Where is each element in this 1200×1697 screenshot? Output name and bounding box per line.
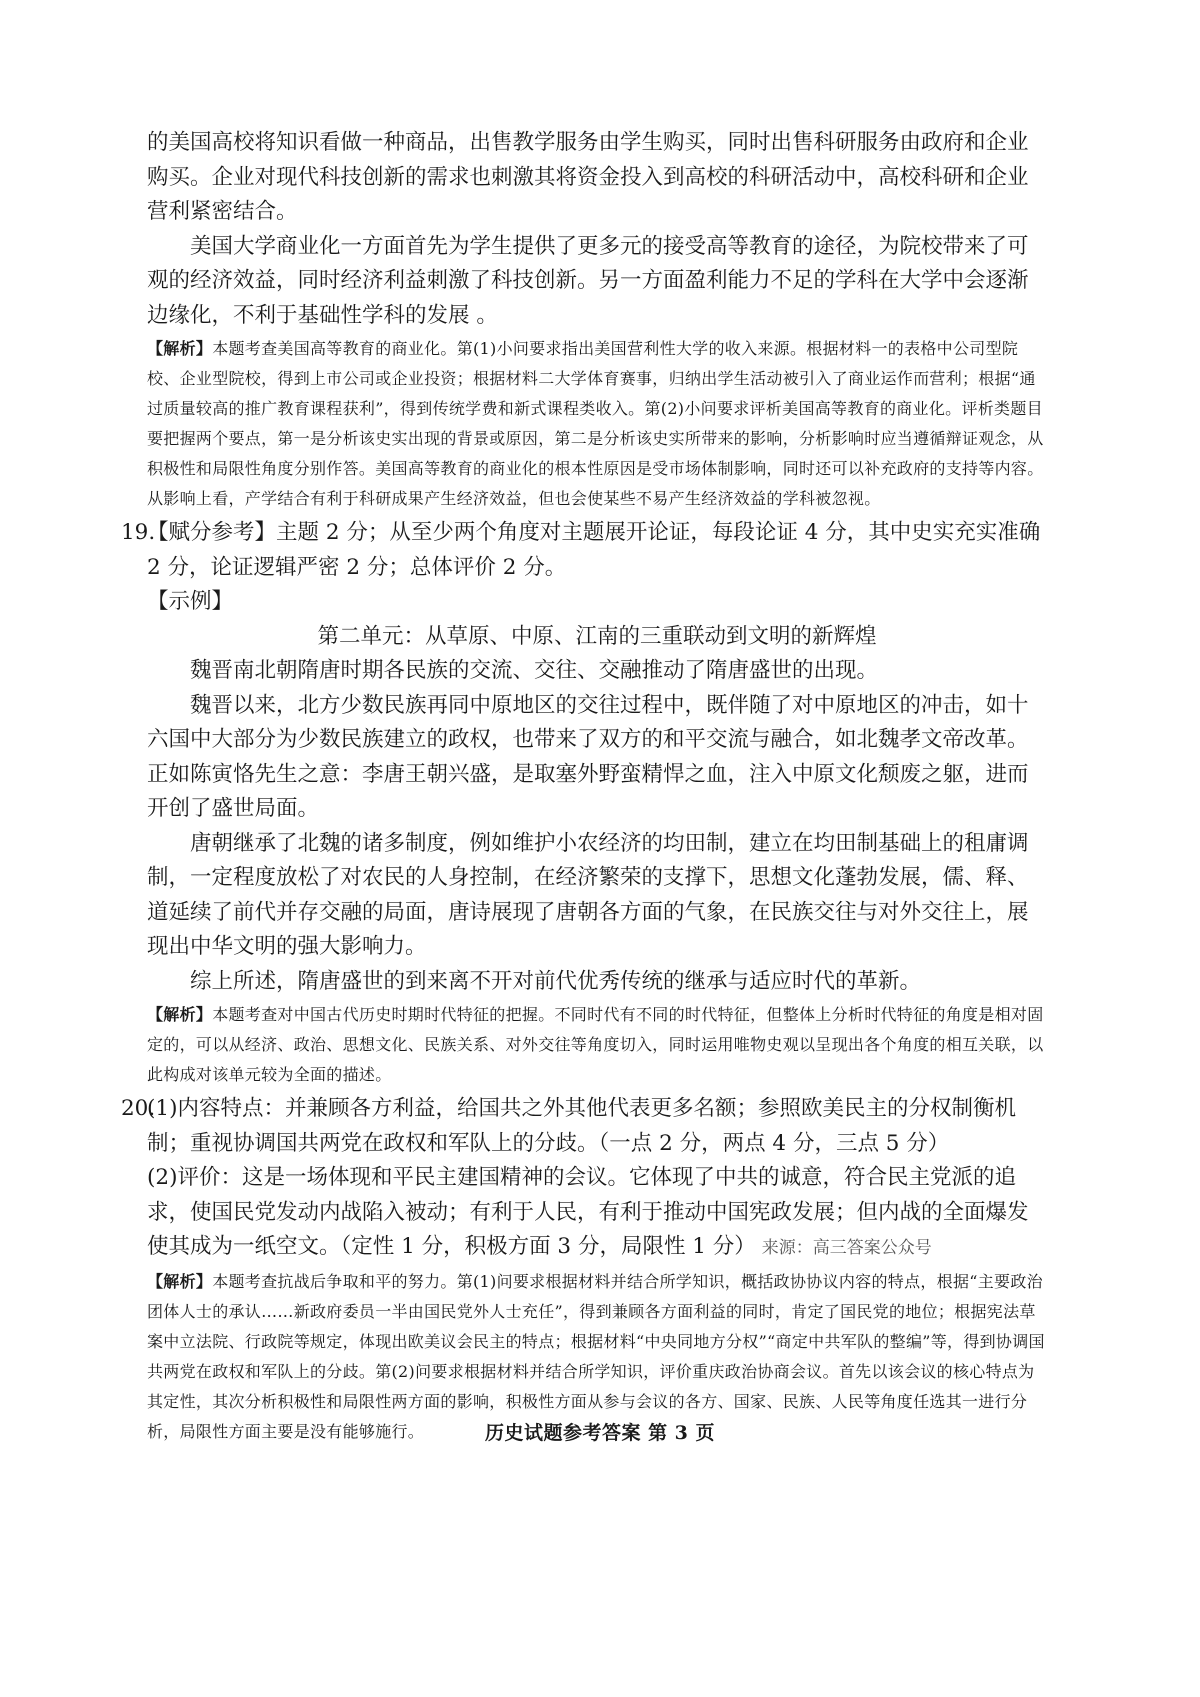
q19-example-paragraph-4: 综上所述，隋唐盛世的到来离不开对前代优秀传统的继承与适应时代的革新。 xyxy=(190,968,922,994)
page-footer: 历史试题参考答案 第 3 页 xyxy=(484,1422,716,1444)
q20-part-2 xyxy=(147,1161,1047,1266)
answer-page xyxy=(121,126,1047,1449)
q19-example-paragraph-1: 魏晋南北朝隋唐时期各民族的交流、交往、交融推动了隋唐盛世的出现。 xyxy=(190,658,879,683)
question-20-number: 20. xyxy=(121,1096,156,1121)
q18-analysis xyxy=(147,334,1047,514)
q19-analysis xyxy=(147,1000,1047,1090)
q19-example-tag: 【示例】 xyxy=(147,589,234,614)
source-watermark: 来源：高三答案公众号 xyxy=(761,1238,932,1258)
q20-part-1: (1)内容特点：并兼顾各方利益，给国共之外其他代表更多名额；参照欧美民主的分权制衡机制；重视协调国共两党在政权和军队上的分歧。（一点 2 分，两点 4 分，三点 5 分） xyxy=(147,1096,1016,1156)
question-19-number: 19. xyxy=(121,520,156,545)
q19-scoring-text: 主题 2 分；从至少两个角度对主题展开论证，每段论证 4 分，其中史实充实准确 2 分，论证逻辑严密 2 分；总体评价 2 分。 xyxy=(147,520,1041,580)
q19-scoring xyxy=(147,516,1047,585)
scoring-tag: 【赋分参考】 xyxy=(147,520,277,545)
q19-example-paragraph-2: 魏晋以来，北方少数民族再同中原地区的交往过程中，既伴随了对中原地区的冲击，如十六国中大部分为少数民族建立的政权，也带来了双方的和平交流与融合，如北魏孝文帝改革。正如陈寅恪先生之意：李唐王朝兴盛，是取塞外野蛮精悍之血，注入中原文化颓废之躯，进而开创了盛世局面。 xyxy=(147,692,1029,821)
analysis-tag: 【解析】 xyxy=(147,1271,213,1291)
q18-continued-paragraph-1: 的美国高校将知识看做一种商品，出售教学服务由学生购买，同时出售科研服务由政府和企业购买。企业对现代科技创新的需求也刺激其将资金投入到高校的科研活动中，高校科研和企业营利紧密结合。 xyxy=(147,130,1029,224)
q20-part-2-text: (2)评价：这是一场体现和平民主建国精神的会议。它体现了中共的诚意，符合民主党派的追求，使国民党发动内战陷入被动；有利于人民，有利于推动中国宪政发展；但内战的全面爆发使其成为一纸空文。（定性 1 分，积极方面 3 分，局限性 1 分） xyxy=(147,1165,1029,1259)
question-19 xyxy=(121,516,1047,585)
analysis-tag: 【解析】 xyxy=(147,339,213,358)
q19-example-title: 第二单元：从草原、中原、江南的三重联动到文明的新辉煌 xyxy=(317,623,877,649)
analysis-tag: 【解析】 xyxy=(147,1005,213,1024)
q18-continued-paragraph-2: 美国大学商业化一方面首先为学生提供了更多元的接受高等教育的途径，为院校带来了可观的经济效益，同时经济利益刺激了科技创新。另一方面盈利能力不足的学科在大学中会逐渐边缘化，不利于基础性学科的发展 。 xyxy=(147,233,1029,328)
question-20 xyxy=(121,1092,1047,1161)
q19-example-paragraph-3: 唐朝继承了北魏的诸多制度，例如维护小农经济的均田制，建立在均田制基础上的租庸调制，一定程度放松了对农民的人身控制，在经济繁荣的支撑下，思想文化蓬勃发展，儒、释、道延续了前代并存交融的局面，唐诗展现了唐朝各方面的气象，在民族交往与对外交往上，展现出中华文明的强大影响力。 xyxy=(147,830,1029,959)
q19-analysis-text: 本题考查对中国古代历史时期时代特征的把握。不同时代有不同的时代特征，但整体上分析时代特征的角度是相对固定的，可以从经济、政治、思想文化、民族关系、对外交往等角度切入，同时运用唯物史观以呈现出各个角度的相互关联，以此构成对该单元较为全面的描述。 xyxy=(147,1005,1044,1084)
q20-analysis-text: 本题考查抗战后争取和平的努力。第(1)问要求根据材料并结合所学知识，概括政协协议内容的特点，根据“主要政治团体人士的承认……新政府委员一半由国民党外人士充任”，得到兼顾各方面利益的同时，肯定了国民党的地位；根据宪法草案中立法院、行政院等规定，体现出欧美议会民主的特点；根据材料“中央同地方分权”“商定中共军队的整编”等，得到协调国共两党在政权和军队上的分歧。第(2)问要求根据材料并结合所学知识，评价重庆政治协商会议。首先以该会议的核心特点为其定性，其次分析积极性和局限性两方面的影响，积极性方面从参与会议的各方、国家、民族、人民等角度任选其一进行分析，局限性方面主要是没有能够施行。 xyxy=(147,1271,1045,1441)
q18-analysis-text: 本题考查美国高等教育的商业化。第(1)小问要求指出美国营利性大学的收入来源。根据材料一的表格中公司型院校、企业型院校，得到上市公司或企业投资；根据材料二大学体育赛事，归纳出学生活动被引入了商业运作而营利；根据“通过质量较高的推广教育课程获利”，得到传统学费和新式课程类收入。第(2)小问要求评析美国高等教育的商业化。评析类题目要把握两个要点，第一是分析该史实出现的背景或原因，第二是分析该史实所带来的影响，分析影响时应当遵循辩证观念，从积极性和局限性角度分别作答。美国高等教育的商业化的根本性原因是受市场体制影响，同时还可以补充政府的支持等内容。从影响上看，产学结合有利于科研成果产生经济效益，但也会使某些不易产生经济效益的学科被忽视。 xyxy=(147,339,1044,508)
